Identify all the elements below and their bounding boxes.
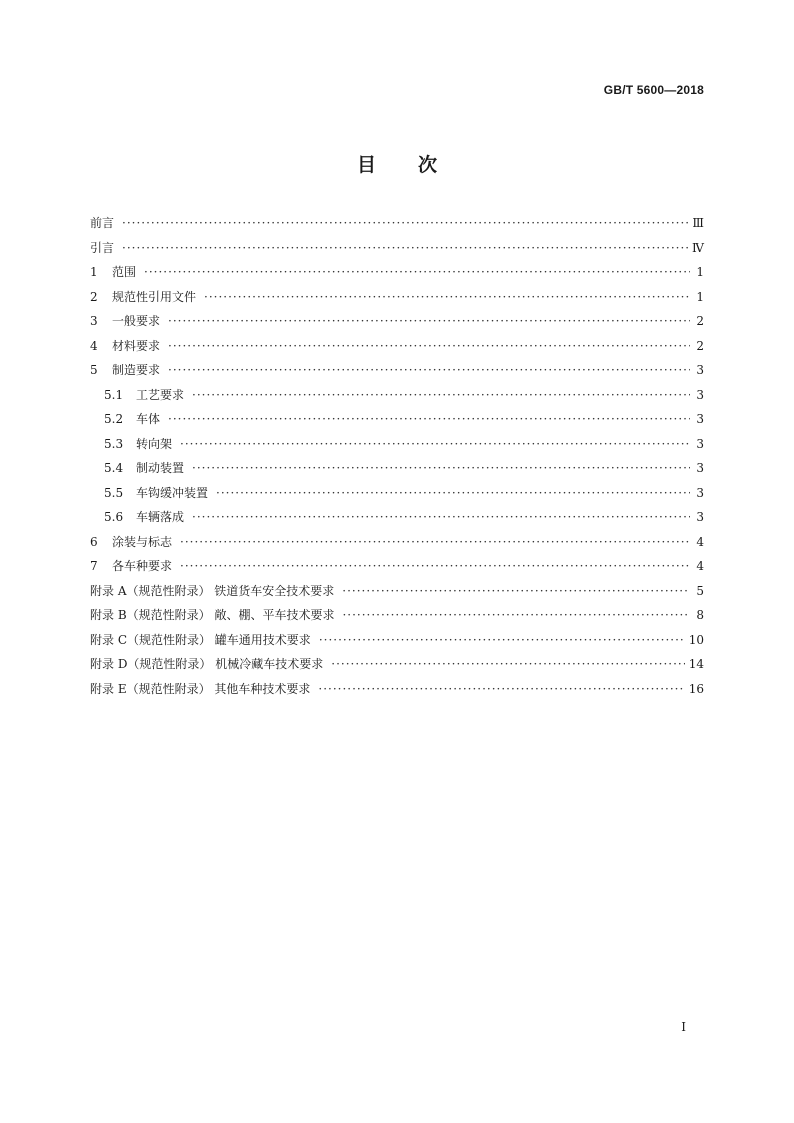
standard-code: GB/T 5600—2018 [603, 83, 704, 97]
toc-entry-number: 5.4 [104, 461, 124, 475]
toc-entry-page: 2 [696, 338, 704, 353]
toc-entry-label: 工艺要求 [136, 387, 185, 402]
toc-entry-page: 3 [696, 436, 704, 451]
toc-entry-label: 各车种要求 [112, 559, 173, 573]
toc-entry[interactable] [90, 459, 704, 484]
toc-entry[interactable] [90, 655, 704, 680]
toc-entry-page: 8 [696, 608, 704, 622]
toc-leader-dots [122, 216, 688, 230]
toc-leader-dots [168, 412, 690, 426]
toc-entry-page: 3 [696, 412, 704, 426]
toc-entry-number: 5.1 [104, 387, 124, 402]
toc-entry-page: 3 [696, 485, 704, 500]
toc-entry[interactable] [90, 214, 704, 239]
toc-title [0, 150, 794, 177]
toc-entry-label: 车体 [136, 412, 161, 426]
toc-entry[interactable] [90, 337, 704, 362]
toc-entry-label: 制造要求 [112, 363, 161, 377]
toc-leader-dots [331, 657, 684, 671]
toc-entry[interactable] [90, 533, 704, 558]
toc-entry-label: 前言 [90, 216, 115, 230]
toc-entry-number: 5.3 [104, 436, 124, 451]
toc-entry-label: 材料要求 [112, 338, 161, 353]
toc-entry-page: 3 [696, 363, 704, 377]
toc-leader-dots [180, 437, 690, 451]
toc-entry-label: 附录 E（规范性附录） 其他车种技术要求 [90, 681, 311, 696]
toc-entry-label: 引言 [90, 240, 115, 255]
toc-entry[interactable] [90, 410, 704, 435]
toc-entry[interactable] [90, 239, 704, 264]
toc-leader-dots [180, 535, 690, 549]
toc-entry[interactable] [90, 386, 704, 411]
toc-entry-label: 附录 C（规范性附录） 罐车通用技术要求 [90, 632, 311, 647]
toc-entry-label: 规范性引用文件 [112, 289, 197, 304]
footer-page-number: I [681, 1020, 686, 1034]
toc-leader-dots [168, 339, 690, 353]
table-of-contents [90, 214, 704, 704]
toc-entry-label: 附录 B（规范性附录） 敞、棚、平车技术要求 [90, 608, 335, 622]
toc-leader-dots [192, 388, 690, 402]
toc-entry-number: 7 [90, 559, 98, 573]
toc-entry-number: 5.5 [104, 485, 124, 500]
toc-entry-page: 4 [696, 559, 704, 573]
toc-entry-number: 4 [90, 338, 98, 353]
toc-entry[interactable] [90, 508, 704, 533]
toc-entry-number: 5 [90, 363, 98, 377]
toc-entry-page: 3 [696, 461, 704, 475]
toc-entry[interactable] [90, 582, 704, 607]
toc-entry-page: 1 [696, 265, 704, 279]
toc-entry-page: 3 [696, 387, 704, 402]
toc-entry[interactable] [90, 557, 704, 582]
toc-entry[interactable] [90, 288, 704, 313]
toc-entry-label: 一般要求 [112, 314, 161, 328]
toc-entry-page: Ⅳ [692, 240, 704, 255]
toc-entry-page: 1 [696, 289, 704, 304]
toc-entry-number: 5.6 [104, 510, 124, 524]
toc-leader-dots [168, 363, 690, 377]
toc-leader-dots [216, 486, 690, 500]
toc-entry-label: 制动装置 [136, 461, 185, 475]
toc-entry-number: 1 [90, 265, 98, 279]
toc-entry[interactable] [90, 680, 704, 705]
toc-entry[interactable] [90, 263, 704, 288]
toc-entry[interactable] [90, 312, 704, 337]
toc-entry-page: 3 [696, 510, 704, 524]
toc-leader-dots [180, 559, 690, 573]
toc-entry-label: 车钩缓冲装置 [136, 485, 209, 500]
toc-title-char-2: 次 [418, 154, 438, 176]
toc-entry[interactable] [90, 484, 704, 509]
toc-leader-dots [342, 608, 690, 622]
toc-entry-page: 16 [688, 681, 704, 696]
toc-entry-page: 14 [688, 657, 704, 671]
toc-entry-number: 2 [90, 289, 98, 304]
toc-entry-page: 10 [688, 632, 704, 647]
toc-entry-page: Ⅲ [692, 216, 704, 230]
toc-leader-dots [168, 314, 690, 328]
toc-leader-dots [122, 241, 688, 255]
toc-leader-dots [144, 265, 690, 279]
toc-leader-dots [192, 461, 690, 475]
toc-entry-page: 4 [696, 534, 704, 549]
toc-leader-dots [204, 290, 690, 304]
toc-title-char-1: 目 [356, 154, 376, 176]
toc-entry-number: 5.2 [104, 412, 124, 426]
toc-entry-label: 涂装与标志 [112, 534, 173, 549]
toc-entry-label: 附录 A（规范性附录） 铁道货车安全技术要求 [90, 583, 335, 598]
toc-entry-label: 车辆落成 [136, 510, 185, 524]
toc-entry-label: 附录 D（规范性附录） 机械冷藏车技术要求 [90, 657, 324, 671]
toc-entry[interactable] [90, 361, 704, 386]
toc-entry-page: 5 [696, 583, 704, 598]
toc-leader-dots [319, 633, 685, 647]
toc-entry-label: 范围 [112, 265, 137, 279]
toc-entry-page: 2 [696, 314, 704, 328]
toc-leader-dots [342, 584, 690, 598]
toc-leader-dots [318, 682, 684, 696]
toc-entry[interactable] [90, 435, 704, 460]
toc-entry[interactable] [90, 631, 704, 656]
toc-entry-label: 转向架 [136, 436, 173, 451]
toc-leader-dots [192, 510, 690, 524]
toc-entry-number: 3 [90, 314, 98, 328]
toc-entry-number: 6 [90, 534, 98, 549]
toc-entry[interactable] [90, 606, 704, 631]
